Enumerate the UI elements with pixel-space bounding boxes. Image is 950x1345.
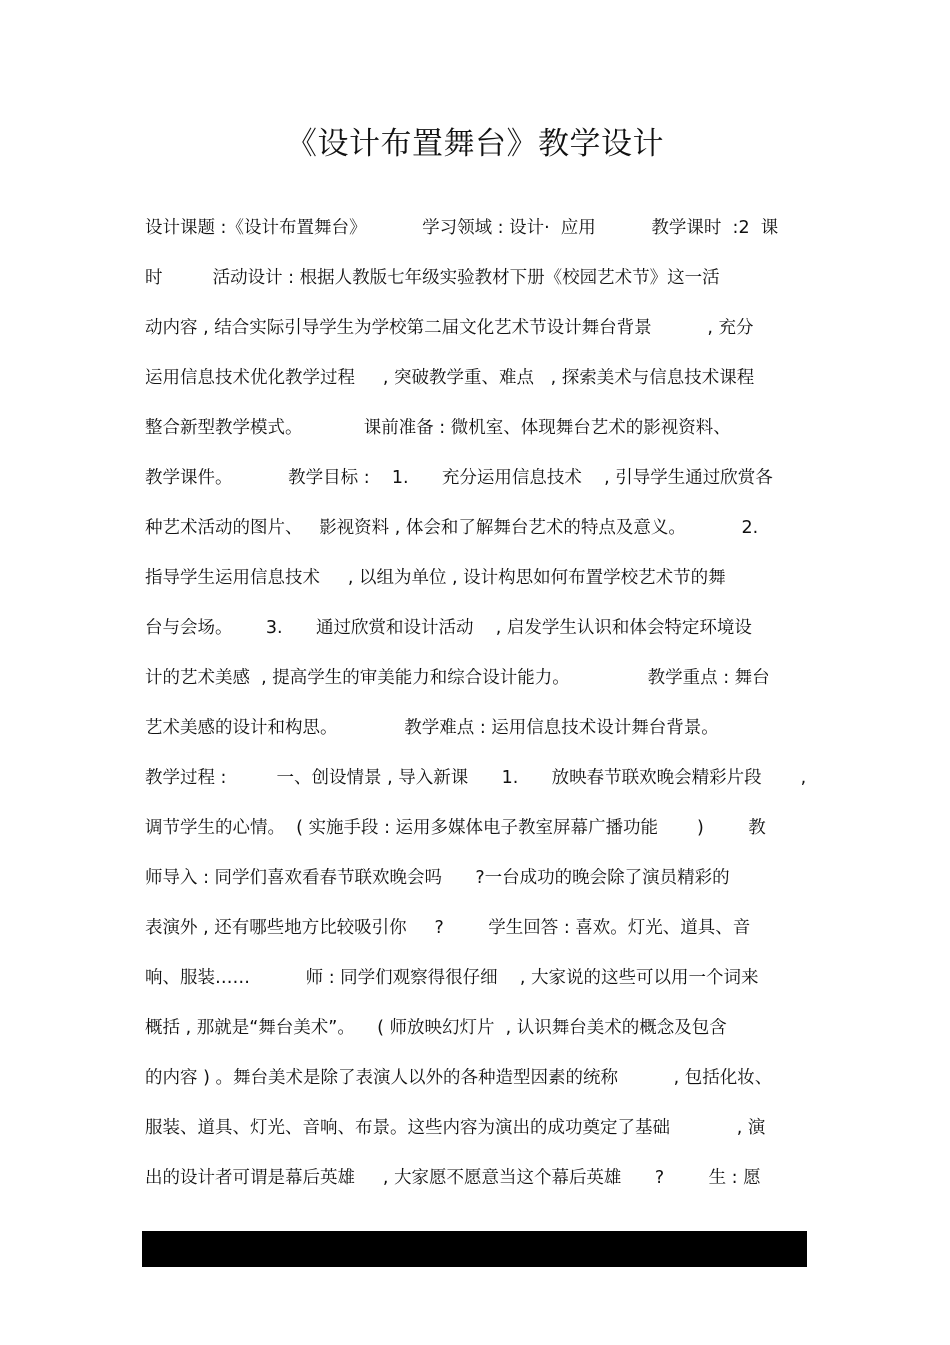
body-line-7: 种艺术活动的图片、 影视资料 , 体会和了解舞台艺术的特点及意义。 2.: [145, 518, 759, 538]
body-line-9: 台与会场。 3. 通过欣赏和设计活动 , 启发学生认识和体会特定环境设: [145, 618, 752, 638]
body-line-5: 整合新型教学模式。 课前准备 : 微机室、体现舞台艺术的影视资料、: [145, 418, 731, 438]
body-line-13: 调节学生的心情。 ( 实施手段 : 运用多媒体电子教室屏幕广播功能 ) 教: [145, 818, 766, 838]
body-line-19: 服装、道具、灯光、音响、布景。这些内容为演出的成功奠定了基础 , 演: [145, 1118, 766, 1138]
body-line-16: 响、服装…… 师 : 同学们观察得很仔细 , 大家说的这些可以用一个词来: [145, 968, 759, 988]
document-title: 《设计布置舞台》教学设计: [286, 126, 664, 162]
body-line-14: 师导入 : 同学们喜欢看春节联欢晚会吗 ?一台成功的晚会除了演员精彩的: [145, 868, 730, 888]
body-line-17: 概括 , 那就是“舞台美术”。 ( 师放映幻灯片 , 认识舞台美术的概念及包含: [145, 1018, 727, 1038]
body-line-8: 指导学生运用信息技术 , 以组为单位 , 设计构思如何布置学校艺术节的舞: [145, 568, 726, 588]
body-line-15: 表演外 , 还有哪些地方比较吸引你 ? 学生回答 : 喜欢。灯光、道具、音: [145, 918, 751, 938]
body-line-12: 教学过程 : 一、创设情景 , 导入新课 1. 放映春节联欢晚会精彩片段 ,: [145, 768, 807, 788]
body-line-18: 的内容 ) 。舞台美术是除了表演人以外的各种造型因素的统称 , 包括化妆、: [145, 1068, 773, 1088]
black-bar: [142, 1231, 807, 1267]
body-line-2: 时 活动设计 : 根据人教版七年级实验教材下册《校园艺术节》这一活: [145, 268, 720, 288]
body-line-11: 艺术美感的设计和构思。 教学难点 : 运用信息技术设计舞台背景。: [145, 718, 719, 738]
body-line-10: 计的艺术美感 , 提高学生的审美能力和综合设计能力。 教学重点 : 舞台: [145, 668, 770, 688]
body-line-20: 出的设计者可谓是幕后英雄 , 大家愿不愿意当这个幕后英雄 ? 生 : 愿: [145, 1168, 761, 1188]
document-body: [145, 0, 815, 1200]
body-line-6: 教学课件。 教学目标 : 1. 充分运用信息技术 , 引导学生通过欣赏各: [145, 468, 773, 488]
body-line-1: 设计课题 :《设计布置舞台》 学习领域 : 设计· 应用 教学课时 :2 课: [145, 218, 779, 238]
body-line-3: 动内容 , 结合实际引导学生为学校第二届文化艺术节设计舞台背景 , 充分: [145, 318, 754, 338]
body-line-4: 运用信息技术优化教学过程 , 突破教学重、难点 , 探索美术与信息技术课程: [145, 368, 755, 388]
